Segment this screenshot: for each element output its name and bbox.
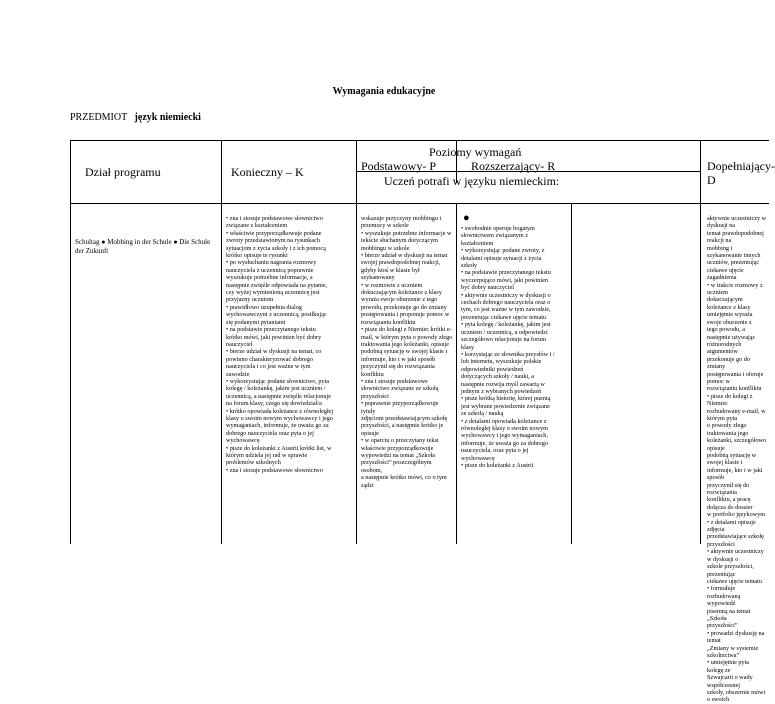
requirement-line: jest wybrane powiedzenie związane — [461, 402, 550, 410]
requirement-line: słownictwo związane ze szkołą — [361, 385, 439, 393]
col-divider — [571, 203, 572, 544]
requirement-line: szczegółowo relacjonuje na forum — [461, 336, 547, 344]
requirement-line: tym, co jest ważne w tym zawodzie, — [461, 306, 551, 314]
document-title: Wymagania edukacyjne — [332, 86, 436, 97]
requirement-line: wyczerpująco mówi, jaki powinien — [461, 276, 548, 284]
requirement-line: nauczyciela z uczennicą poprawnie — [226, 266, 314, 274]
requirement-line: o powody złego traktowania jego — [707, 422, 749, 437]
requirement-line: przedstawiające szkołę przyszłości — [707, 533, 764, 548]
requirement-line: aktywnie uczestniczy w dyskusji na — [707, 215, 767, 230]
col-header-grades: Poziomy wymagań — [429, 145, 522, 159]
requirement-line: nauczyciela, oraz pyta o jej — [461, 447, 529, 455]
requirement-line: czy wyżej wymienioną uczennicę jest — [226, 289, 320, 297]
requirement-line: wskazuje przyczyny mobbingu i — [361, 215, 442, 222]
requirement-line: traktowania jego koleżanki, opisuje — [361, 340, 449, 348]
requirement-line: powinno charakteryzować dobrego — [226, 355, 313, 363]
requirement-line: właściwie przyporządkowuje — [361, 444, 434, 452]
col-header-required: Konieczny – K — [231, 165, 304, 179]
requirement-line: • wykorzystując podane słownictwo, pyta — [226, 377, 330, 385]
requirement-line: krótko mówi, jaki powinien być dobry — [226, 333, 322, 341]
requirement-line: podobną sytuację w swojej klasie i — [361, 348, 448, 356]
requirement-line: na forum klasy, czego się dowiedział/a — [226, 400, 322, 408]
requirement-line: postępowania i proponuje pomoc w — [361, 311, 450, 319]
requirement-line: • pisze do kolegi z Niemiec krótki e- — [361, 326, 452, 334]
requirement-line: • zna i stosuje podstawowe słownictwo — [226, 215, 323, 222]
requirement-line: • prowadzi dyskusję na temat — [707, 629, 765, 645]
requirement-line: • na podstawie przeczytanego tekstu — [226, 326, 316, 334]
requirement-line: mobbing i szykanowanie innych — [707, 244, 761, 260]
requirement-line: prezentując ciekawe ujęcie tematu — [461, 313, 547, 321]
col-podstawowy-cell — [361, 215, 453, 540]
requirement-line: • bierze udział w dyskusji na temat, co — [226, 348, 322, 356]
requirement-line: informuje, kto i w jaki sposób — [707, 466, 763, 482]
requirement-line: ciekawe ujęcie tematu — [707, 577, 762, 585]
topic-cell: Schultag ● Mobbing in der Schule ● Die Schule der Zukunft — [75, 238, 211, 255]
col-divider — [356, 141, 357, 544]
requirement-line: szkole przyszłości, prezentując — [707, 563, 754, 578]
requirement-line: nauczyciel — [226, 340, 253, 348]
requirement-line: • bierze udział w dyskusji na temat — [361, 252, 448, 260]
requirement-line: przemocy w szkole — [361, 222, 409, 230]
requirement-line: kolegę / koleżankę, jakim jest uczniem / — [226, 385, 326, 393]
requirement-line: w portfolio językowym — [707, 511, 766, 519]
col-rozszerzajacy-cell — [461, 225, 569, 540]
requirement-line: dobrego nauczyciela oraz pyta o jej — [226, 429, 314, 437]
requirement-line: wyszukuje potrzebne informacje, a — [226, 274, 313, 282]
col-divider — [221, 141, 222, 544]
requirement-line: podobną sytuację w swojej klasie i — [707, 452, 757, 467]
requirement-line: • na podstawie przeczytanego tekstu — [461, 269, 551, 277]
requirement-line: rozwiązaniu konfliktu — [707, 385, 762, 393]
requirement-line: detalami opisuje sytuacji z życia — [461, 254, 542, 262]
requirement-line: • aktywnie uczestniczy w dyskusji o — [461, 291, 551, 299]
requirement-line: przyszłości” poszczególnym osobom, — [361, 459, 432, 474]
requirement-line: uczniem / uczennicą, a odpowiedzi — [461, 328, 548, 336]
requirement-line: wypowiedzi na temat „Szkoła — [361, 452, 436, 459]
requirement-line: • właściwie przyporządkowuje podane — [226, 229, 322, 237]
requirement-line: jednym z wybranych powiedzeń — [461, 387, 542, 395]
requirement-line: • krótko opowiada koleżance z równoległej — [226, 407, 334, 415]
requirement-line: powodu, przekonuje go do zmiany — [361, 303, 447, 311]
requirement-line: kształceniem — [461, 239, 494, 247]
requirement-line: • umiejętnie pyta kolegę ze — [707, 659, 750, 674]
requirement-line: dotyczących szkoły / nauki, a — [461, 373, 535, 381]
requirement-line: • pisze do koleżanki z Austrii krótki list, w — [226, 444, 332, 452]
requirement-line: sytuacjom z życia szkoły i z ich pomocą — [226, 244, 326, 252]
requirement-line: • z detalami opisuje zdjęcia — [707, 518, 756, 534]
requirement-line: przyszłości” — [707, 622, 738, 630]
requirement-line: • aktywnie uczestniczy w dyskusji o — [707, 548, 764, 563]
requirement-line: wymaganiach, informuje, że uważa go za — [226, 422, 329, 430]
requirement-line: nauczyciela i co jest ważne w tym — [226, 363, 311, 371]
requirement-line: sądzi — [361, 481, 374, 489]
requirement-line: • pisze do kolegi z Niemiec — [707, 392, 753, 408]
requirement-line: następnie rozwija myśl zawartą w — [461, 380, 545, 388]
requirement-line: dokuczającym koleżance z klasy — [361, 289, 442, 297]
requirement-line: tego powodu, a następnie używając — [707, 326, 756, 341]
table-subheader: Uczeń potrafi w języku niemieckim: — [384, 174, 560, 188]
requirement-line: się podanymi pytaniami — [226, 318, 286, 326]
requirement-line: • formułuje rozbudowaną wypowiedź — [707, 585, 741, 608]
requirement-line: związane z kształceniem — [226, 222, 288, 230]
header-row-divider — [71, 203, 769, 204]
col-dopelniajacy-cell — [707, 215, 767, 704]
requirement-line: szkoły, obszernie mówi o swoich — [707, 689, 766, 704]
requirement-line: zawodzie — [226, 370, 250, 378]
col-divider — [700, 141, 701, 544]
subject-value: język niemiecki — [134, 112, 201, 123]
requirement-line: równoległej klasy o swoim nowym — [461, 424, 548, 432]
requirement-line: informuje, że uważa go za dobrego — [461, 439, 548, 447]
requirement-line: którym udziela jej rad w sprawie — [226, 452, 308, 459]
requirement-line: różnorodnych argumentów — [707, 340, 742, 356]
requirement-line: zagadnienia — [707, 274, 737, 282]
requirement-line: przyszłości — [361, 392, 389, 400]
requirement-line: • z detalami opowiada koleżance z — [461, 417, 547, 425]
col-header-section: Dział programu — [85, 165, 161, 179]
requirement-line: swojej prawdopodobnej reakcji, — [361, 259, 441, 267]
requirement-line: • zna i stosuje podstawowe słownictwo — [226, 466, 323, 474]
requirement-line: przyczynił się do rozwiązania — [707, 481, 750, 497]
requirement-line: klasy o swoim nowym wychowawcy i jego — [226, 414, 333, 422]
requirement-line: • pisze krótką historię, której puentą — [461, 395, 551, 403]
requirement-line: „Zmiany w systemie szkolnictwa” — [707, 644, 759, 659]
bullet-icon: ● — [463, 212, 470, 224]
requirement-line: pisemną na temat „Szkoła — [707, 607, 751, 622]
requirement-line: przyczynił się do rozwiązania — [361, 363, 435, 371]
requirement-line: przyjazny uczniom — [226, 296, 274, 304]
requirement-line: • zna i stosuje podstawowe — [361, 377, 428, 385]
requirement-line: problemów szkolnych — [226, 459, 281, 467]
requirement-line: • korzystając ze słownika przysłów i / — [461, 350, 555, 358]
requirement-line: umiejętnie wyraża swoje oburzenie z — [707, 311, 753, 326]
requirement-line: • wykorzystując podane zwroty, z — [461, 247, 545, 255]
subject-line — [70, 112, 201, 123]
requirement-line: ze szkołą / nauką — [461, 410, 504, 418]
requirement-line: postępowania i oferuje pomoc w — [707, 370, 764, 385]
requirement-line: temat prawdopodobnej reakcji na — [707, 229, 764, 245]
requirement-line: konfliktu — [361, 370, 384, 378]
requirement-line: Szwajcarii o wady współczesnej — [707, 674, 753, 689]
requirement-line: mobbingu w szkole — [361, 244, 410, 252]
subject-label: PRZEDMIOT — [70, 112, 128, 123]
requirement-line: szykanowany — [361, 274, 395, 282]
requirement-line: wychowawcy i jego wymaganiach, — [461, 432, 548, 440]
requirement-line: krótko opisuje te rysunki — [226, 252, 288, 260]
requirement-line: • w oparciu o przeczytany tekst — [361, 437, 439, 445]
requirement-line: uczniów, prezentując ciekawe ujęcie — [707, 259, 760, 274]
requirement-line: zdjęciom przedstawiającym szkołę — [361, 414, 448, 422]
col-header-sufficient: Dopełniający- D — [707, 159, 775, 187]
requirement-line: rozwiązaniu konfliktu — [361, 318, 416, 326]
requirement-line: • pisze do koleżanki z Austrii — [461, 462, 534, 469]
requirement-line: koleżanki, szczegółowo opisuje — [707, 437, 767, 452]
requirement-line: odpowiedniki powiedzeń — [461, 365, 524, 373]
requirement-line: cechach dobrego nauczyciela oraz o — [461, 299, 551, 307]
requirement-line: wychowawczyni z uczennicą, posiłkując — [226, 311, 327, 319]
requirement-line: słownictwem związanym z — [461, 232, 529, 240]
col-divider — [456, 203, 457, 544]
requirement-line: • swobodnie operuje bogatym — [461, 225, 535, 232]
requirement-line: przyszłości, a następnie krótko je — [361, 422, 444, 430]
requirement-line: wychowawcę — [461, 454, 495, 462]
requirement-line: następnie zwięźle odpowiada na pytanie, — [226, 281, 328, 289]
requirements-table — [70, 140, 775, 704]
requirement-line: przekonuje go do zmiany — [707, 355, 750, 371]
requirement-line: wychowawcę — [226, 437, 260, 445]
requirement-line: szkoły — [461, 262, 478, 270]
requirement-line: • prawidłowo uzupełnia dialog — [226, 303, 302, 311]
requirement-line: gdyby ktoś w klasie był — [361, 266, 420, 274]
requirement-line: wyraża swoje oburzenie z tego — [361, 296, 438, 304]
subheader-divider — [356, 171, 700, 172]
requirement-line: mail, w którym pyta o powody złego — [361, 333, 453, 341]
col-header-extended: Rozszerzający- R — [471, 159, 556, 173]
requirement-line: • pyta kolegę / koleżankę, jakim jest — [461, 321, 551, 329]
requirement-line: • w trakcie rozmowy z uczniem — [707, 281, 763, 297]
requirement-line: uczennicą, a następnie zwięźle relacjonuje — [226, 392, 331, 400]
requirement-line: zwroty przedstawionym na rysunkach — [226, 237, 320, 245]
requirement-line: dokuczającym koleżance z klasy — [707, 296, 751, 311]
requirement-line: opisuje — [361, 429, 379, 437]
requirement-line: rozbudowany e-mail, w którym pyta — [707, 407, 766, 422]
requirement-line: • po wysłuchaniu nagrania rozmowy — [226, 259, 317, 267]
requirement-line: • wyszukuje potrzebne informacje w — [361, 229, 452, 237]
requirement-line: • poprawnie przyporządkowuje tytuły — [361, 400, 439, 415]
requirement-line: a następnie krótko mówi, co o tym — [361, 474, 447, 482]
requirement-line: tekście słuchanym dotyczącym — [361, 237, 438, 245]
col-konieczny-cell — [226, 215, 354, 540]
requirement-line: lub internetu, wyszukuje polskie — [461, 358, 542, 366]
requirement-line: informuje, kto i w jaki sposób — [361, 355, 436, 363]
requirement-line: • w rozmowie z uczniem — [361, 281, 423, 289]
requirement-line: klasy — [461, 343, 475, 351]
col-header-basic: Podstawowy- P — [361, 159, 437, 173]
requirement-line: konfliktu, a pracę dołącza do dossier — [707, 496, 753, 511]
requirement-line: być dobry nauczyciel — [461, 284, 514, 292]
